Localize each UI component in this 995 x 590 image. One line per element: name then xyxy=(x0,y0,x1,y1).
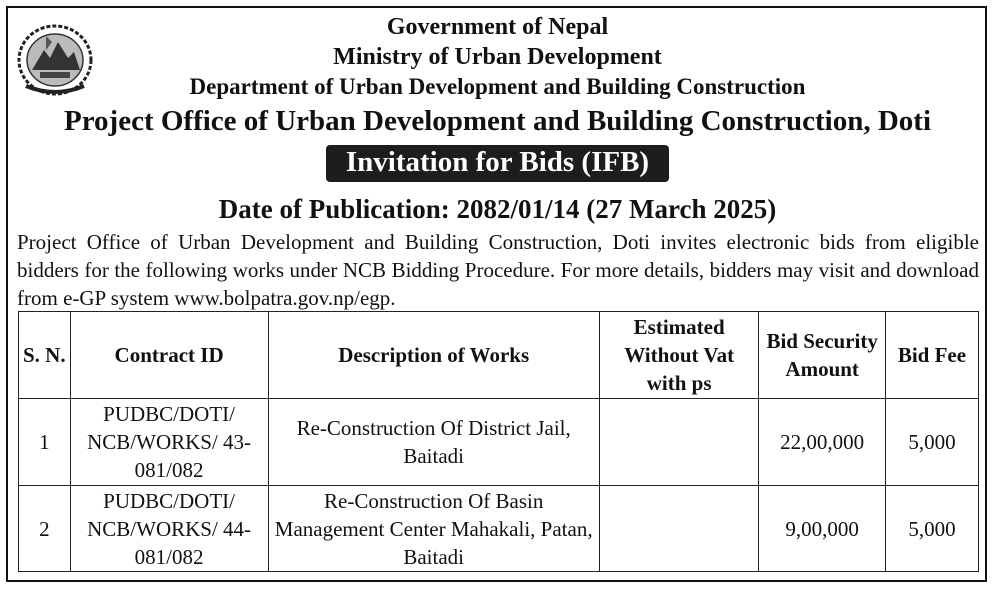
bids-table xyxy=(18,311,979,572)
cell-contract-id: PUDBC/DOTI/ NCB/WORKS/ 43-081/082 xyxy=(70,399,268,486)
cell-fee: 5,000 xyxy=(885,486,978,572)
ifb-banner xyxy=(0,145,995,182)
header-contract-id: Contract ID xyxy=(70,312,268,399)
cell-security: 9,00,000 xyxy=(759,486,885,572)
ifb-title: Invitation for Bids (IFB) xyxy=(326,145,669,182)
header-fee: Bid Fee xyxy=(885,312,978,399)
table-row xyxy=(19,399,979,486)
table-row xyxy=(19,486,979,572)
government-title: Government of Nepal xyxy=(386,14,609,40)
cell-description: Re-Construction Of District Jail, Baitadi xyxy=(268,399,599,486)
department-title: Department of Urban Development and Building Construction xyxy=(189,74,806,99)
cell-sn: 1 xyxy=(19,399,71,486)
header-security: Bid Security Amount xyxy=(759,312,885,399)
header-estimate: Estimated Without Vat with ps xyxy=(599,312,759,399)
project-office-title: Project Office of Urban Development and Building Construction, Doti xyxy=(64,105,931,137)
cell-estimate xyxy=(599,399,759,486)
cell-description: Re-Construction Of Basin Management Center Mahakali, Patan, Baitadi xyxy=(268,486,599,572)
cell-contract-id: PUDBC/DOTI/ NCB/WORKS/ 44-081/082 xyxy=(70,486,268,572)
intro-paragraph: Project Office of Urban Development and Building Construction, Doti invites electronic bids from eligible bidders for the following works under NCB Bidding Procedure. For more details, bidders may visit and download from e-GP system www.bolpatra.gov.np/egp. xyxy=(17,230,979,310)
ministry-title: Ministry of Urban Development xyxy=(333,44,662,70)
header-description: Description of Works xyxy=(268,312,599,399)
cell-estimate xyxy=(599,486,759,572)
header-sn: S. N. xyxy=(19,312,71,399)
table-header-row xyxy=(19,312,979,399)
cell-fee: 5,000 xyxy=(885,399,978,486)
cell-sn: 2 xyxy=(19,486,71,572)
cell-security: 22,00,000 xyxy=(759,399,885,486)
publication-date: Date of Publication: 2082/01/14 (27 March 2025) xyxy=(218,194,777,224)
